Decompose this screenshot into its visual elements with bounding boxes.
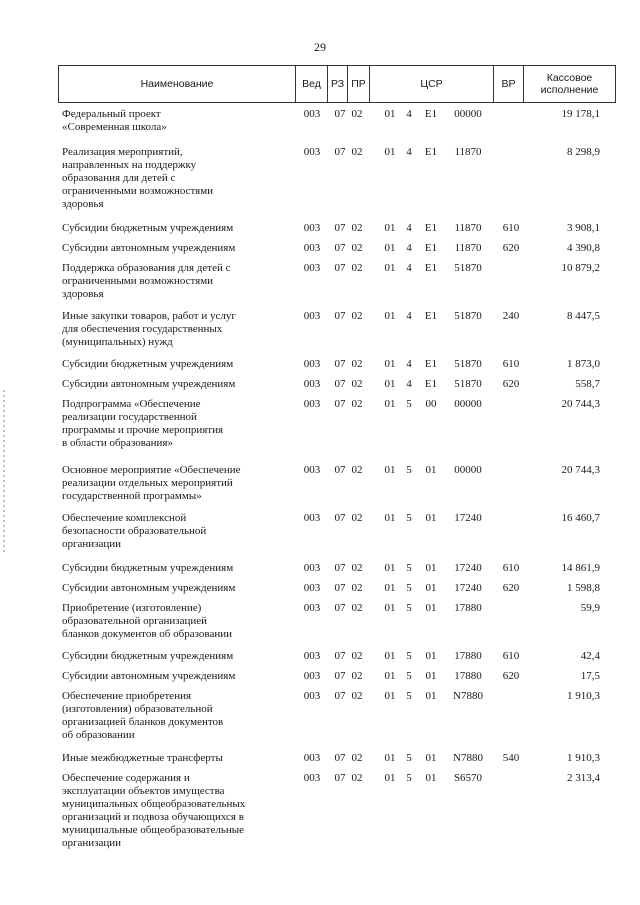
scan-edge-mark	[3, 390, 5, 555]
row-c4: 51870	[454, 358, 482, 370]
row-pr: 02	[351, 752, 363, 764]
row-ved: 003	[303, 512, 321, 524]
row-c3: 00	[425, 398, 437, 410]
row-c4: 51870	[454, 310, 482, 322]
row-vr: 620	[502, 378, 520, 390]
row-c2: 5	[406, 398, 412, 410]
table-header	[58, 65, 616, 103]
row-name-line: Субсидии автономным учреждениям	[62, 670, 236, 682]
row-c2: 4	[406, 358, 412, 370]
row-amount: 10 879,2	[561, 262, 600, 274]
row-vr: 240	[502, 310, 520, 322]
row-c1: 01	[384, 512, 396, 524]
row-amount: 19 178,1	[561, 108, 600, 120]
row-vr: 610	[502, 358, 520, 370]
row-c1: 01	[384, 690, 396, 702]
row-ved: 003	[303, 222, 321, 234]
row-name-line: программы и прочие мероприятия	[62, 424, 224, 436]
row-name-line: Подпрограмма «Обеспечение	[62, 398, 201, 410]
row-c1: 01	[384, 242, 396, 254]
row-c3: E1	[424, 242, 438, 254]
row-pr: 02	[351, 222, 363, 234]
row-rz: 07	[334, 752, 346, 764]
row-c2: 5	[406, 650, 412, 662]
row-c4: 17240	[454, 562, 482, 574]
header-name: Наименование	[140, 77, 214, 90]
row-ved: 003	[303, 772, 321, 784]
row-c2: 5	[406, 512, 412, 524]
row-ved: 003	[303, 378, 321, 390]
row-c4: 17880	[454, 670, 482, 682]
row-c1: 01	[384, 378, 396, 390]
row-ved: 003	[303, 398, 321, 410]
header-vr: ВР	[493, 66, 523, 102]
row-name	[62, 582, 294, 595]
row-c3: 01	[425, 512, 437, 524]
row-name	[62, 562, 294, 575]
row-vr: 610	[502, 562, 520, 574]
row-name-line: здоровья	[62, 288, 104, 300]
row-vr: 610	[502, 650, 520, 662]
row-c2: 4	[406, 310, 412, 322]
header-pr: ПР	[347, 66, 369, 102]
row-rz: 07	[334, 262, 346, 274]
row-amount: 2 313,4	[567, 772, 600, 784]
row-ved: 003	[303, 650, 321, 662]
row-ved: 003	[303, 464, 321, 476]
row-name-line: безопасности образовательной	[62, 525, 207, 537]
row-ved: 003	[303, 310, 321, 322]
row-name	[62, 378, 294, 391]
row-pr: 02	[351, 146, 363, 158]
row-c1: 01	[384, 398, 396, 410]
row-c2: 5	[406, 690, 412, 702]
row-name-line: (муниципальных) нужд	[62, 336, 173, 348]
row-c2: 4	[406, 146, 412, 158]
row-c3: E1	[424, 378, 438, 390]
page-number: 29	[314, 40, 326, 54]
row-amount: 1 910,3	[567, 752, 600, 764]
row-name	[62, 358, 294, 371]
row-vr: 620	[502, 582, 520, 594]
row-rz: 07	[334, 310, 346, 322]
row-c3: E1	[424, 222, 438, 234]
row-ved: 003	[303, 582, 321, 594]
row-name-line: Субсидии бюджетным учреждениям	[62, 358, 234, 370]
row-c3: 01	[425, 650, 437, 662]
row-amount: 8 298,9	[567, 146, 600, 158]
row-c4: 51870	[454, 378, 482, 390]
row-c2: 4	[406, 222, 412, 234]
row-name-line: Обеспечение приобретения	[62, 690, 192, 702]
row-pr: 02	[351, 398, 363, 410]
row-name	[62, 262, 294, 301]
row-pr: 02	[351, 512, 363, 524]
row-name-line: Приобретение (изготовление)	[62, 602, 202, 614]
row-name-line: Основное мероприятие «Обеспечение	[62, 464, 241, 476]
row-rz: 07	[334, 690, 346, 702]
row-c4: 17240	[454, 512, 482, 524]
row-pr: 02	[351, 602, 363, 614]
row-pr: 02	[351, 358, 363, 370]
row-name-line: Субсидии бюджетным учреждениям	[62, 562, 234, 574]
row-c4: 17880	[454, 650, 482, 662]
row-c4: 00000	[454, 398, 482, 410]
row-vr: 540	[502, 752, 520, 764]
row-c4: 17880	[454, 602, 482, 614]
row-c1: 01	[384, 146, 396, 158]
row-name-line: образования для детей с	[62, 172, 176, 184]
row-name-line: Субсидии автономным учреждениям	[62, 582, 236, 594]
row-c4: 11870	[454, 242, 482, 254]
row-name-line: ограниченными возможностями	[62, 275, 214, 287]
row-rz: 07	[334, 398, 346, 410]
row-rz: 07	[334, 222, 346, 234]
row-c1: 01	[384, 562, 396, 574]
row-pr: 02	[351, 242, 363, 254]
row-ved: 003	[303, 752, 321, 764]
row-c4: S6570	[453, 772, 483, 784]
row-amount: 42,4	[580, 650, 600, 662]
row-name-line: в области образования»	[62, 437, 173, 449]
row-rz: 07	[334, 358, 346, 370]
row-name-line: Обеспечение комплексной	[62, 512, 187, 524]
row-name-line: организацией бланков документов	[62, 716, 224, 728]
row-amount: 558,7	[575, 378, 600, 390]
row-c2: 5	[406, 670, 412, 682]
row-name-line: реализации государственной	[62, 411, 197, 423]
row-c1: 01	[384, 772, 396, 784]
row-amount: 1 910,3	[567, 690, 600, 702]
row-c3: 01	[425, 752, 437, 764]
row-c2: 4	[406, 378, 412, 390]
header-rz: РЗ	[327, 66, 347, 102]
row-rz: 07	[334, 650, 346, 662]
row-ved: 003	[303, 562, 321, 574]
row-c2: 4	[406, 108, 412, 120]
row-amount: 17,5	[580, 670, 600, 682]
row-rz: 07	[334, 772, 346, 784]
row-c1: 01	[384, 752, 396, 764]
row-pr: 02	[351, 562, 363, 574]
row-c1: 01	[384, 602, 396, 614]
row-name-line: эксплуатации объектов имущества	[62, 785, 225, 797]
row-c3: E1	[424, 358, 438, 370]
row-name	[62, 242, 294, 255]
row-c2: 4	[406, 262, 412, 274]
row-name-line: для обеспечения государственных	[62, 323, 223, 335]
row-c2: 4	[406, 242, 412, 254]
row-ved: 003	[303, 602, 321, 614]
row-rz: 07	[334, 464, 346, 476]
row-amount: 16 460,7	[561, 512, 600, 524]
row-name-line: организаций и подвоза обучающихся в	[62, 811, 244, 823]
row-c1: 01	[384, 650, 396, 662]
row-c3: E1	[424, 146, 438, 158]
row-name-line: об образовании	[62, 729, 135, 741]
row-rz: 07	[334, 108, 346, 120]
row-c3: 01	[425, 690, 437, 702]
row-c3: E1	[424, 262, 438, 274]
row-name-line: Федеральный проект	[62, 108, 161, 120]
row-name	[62, 602, 294, 641]
row-c3: 01	[425, 582, 437, 594]
row-rz: 07	[334, 582, 346, 594]
row-name-line: образовательной организацией	[62, 615, 208, 627]
row-amount: 20 744,3	[561, 464, 600, 476]
row-name	[62, 310, 294, 349]
row-c3: 01	[425, 464, 437, 476]
row-name	[62, 752, 294, 765]
row-name	[62, 670, 294, 683]
row-name-line: Субсидии автономным учреждениям	[62, 378, 236, 390]
row-pr: 02	[351, 464, 363, 476]
row-name-line: ограниченными возможностями	[62, 185, 214, 197]
row-name	[62, 650, 294, 663]
row-c4: 11870	[454, 222, 482, 234]
row-ved: 003	[303, 108, 321, 120]
row-pr: 02	[351, 310, 363, 322]
row-rz: 07	[334, 670, 346, 682]
row-c1: 01	[384, 262, 396, 274]
header-amount: Кассовое исполнение	[523, 66, 615, 102]
row-rz: 07	[334, 378, 346, 390]
header-csr: ЦСР	[369, 66, 493, 102]
row-c1: 01	[384, 670, 396, 682]
row-c1: 01	[384, 310, 396, 322]
row-c4: 51870	[454, 262, 482, 274]
row-name-line: Обеспечение содержания и	[62, 772, 190, 784]
row-name-line: (изготовления) образовательной	[62, 703, 213, 715]
row-amount: 1 598,8	[567, 582, 600, 594]
row-c2: 5	[406, 772, 412, 784]
row-rz: 07	[334, 146, 346, 158]
row-name-line: Реализация мероприятий,	[62, 146, 183, 158]
row-name	[62, 464, 294, 503]
row-amount: 3 908,1	[567, 222, 600, 234]
row-pr: 02	[351, 772, 363, 784]
row-name-line: муниципальные общеобразовательные	[62, 824, 244, 836]
row-c2: 5	[406, 602, 412, 614]
row-amount: 1 873,0	[567, 358, 600, 370]
row-rz: 07	[334, 602, 346, 614]
row-ved: 003	[303, 670, 321, 682]
row-rz: 07	[334, 242, 346, 254]
row-ved: 003	[303, 242, 321, 254]
row-c1: 01	[384, 222, 396, 234]
row-pr: 02	[351, 262, 363, 274]
row-c4: 00000	[454, 464, 482, 476]
row-c1: 01	[384, 464, 396, 476]
row-c4: 17240	[454, 582, 482, 594]
row-c1: 01	[384, 358, 396, 370]
row-name	[62, 398, 294, 450]
row-name-line: здоровья	[62, 198, 104, 210]
row-c2: 5	[406, 464, 412, 476]
row-c3: 01	[425, 772, 437, 784]
row-ved: 003	[303, 690, 321, 702]
row-name-line: бланков документов об образовании	[62, 628, 232, 640]
row-amount: 8 447,5	[567, 310, 600, 322]
row-name	[62, 512, 294, 551]
row-c3: 01	[425, 602, 437, 614]
row-name-line: реализации отдельных мероприятий	[62, 477, 233, 489]
row-rz: 07	[334, 512, 346, 524]
row-name	[62, 690, 294, 742]
row-name-line: Субсидии автономным учреждениям	[62, 242, 236, 254]
row-amount: 4 390,8	[567, 242, 600, 254]
row-name-line: организации	[62, 538, 122, 550]
row-name-line: Иные закупки товаров, работ и услуг	[62, 310, 236, 322]
row-vr: 620	[502, 670, 520, 682]
row-c3: E1	[424, 310, 438, 322]
row-c3: E1	[424, 108, 438, 120]
row-name	[62, 222, 294, 235]
row-c1: 01	[384, 582, 396, 594]
row-pr: 02	[351, 690, 363, 702]
row-c3: 01	[425, 562, 437, 574]
row-name-line: «Современная школа»	[62, 121, 167, 133]
row-c4: 00000	[454, 108, 482, 120]
row-pr: 02	[351, 582, 363, 594]
row-name-line: государственной программы»	[62, 490, 202, 502]
row-pr: 02	[351, 378, 363, 390]
row-c2: 5	[406, 752, 412, 764]
row-c1: 01	[384, 108, 396, 120]
row-c3: 01	[425, 670, 437, 682]
header-ved: Вед	[295, 66, 327, 102]
row-rz: 07	[334, 562, 346, 574]
row-c2: 5	[406, 562, 412, 574]
row-amount: 59,9	[580, 602, 600, 614]
row-name	[62, 146, 294, 211]
row-name-line: направленных на поддержку	[62, 159, 197, 171]
row-amount: 20 744,3	[561, 398, 600, 410]
row-pr: 02	[351, 650, 363, 662]
row-name-line: Иные межбюджетные трансферты	[62, 752, 223, 764]
row-name	[62, 772, 294, 850]
row-pr: 02	[351, 108, 363, 120]
row-name	[62, 108, 294, 134]
row-ved: 003	[303, 262, 321, 274]
row-name-line: Поддержка образования для детей с	[62, 262, 231, 274]
row-name-line: Субсидии бюджетным учреждениям	[62, 650, 234, 662]
row-ved: 003	[303, 146, 321, 158]
row-amount: 14 861,9	[561, 562, 600, 574]
row-vr: 620	[502, 242, 520, 254]
row-vr: 610	[502, 222, 520, 234]
row-name-line: организации	[62, 837, 122, 849]
row-c4: N7880	[453, 752, 483, 764]
row-name-line: муниципальных общеобразовательных	[62, 798, 246, 810]
row-name-line: Субсидии бюджетным учреждениям	[62, 222, 234, 234]
row-c2: 5	[406, 582, 412, 594]
row-c4: 11870	[454, 146, 482, 158]
row-ved: 003	[303, 358, 321, 370]
row-c4: N7880	[453, 690, 483, 702]
row-pr: 02	[351, 670, 363, 682]
